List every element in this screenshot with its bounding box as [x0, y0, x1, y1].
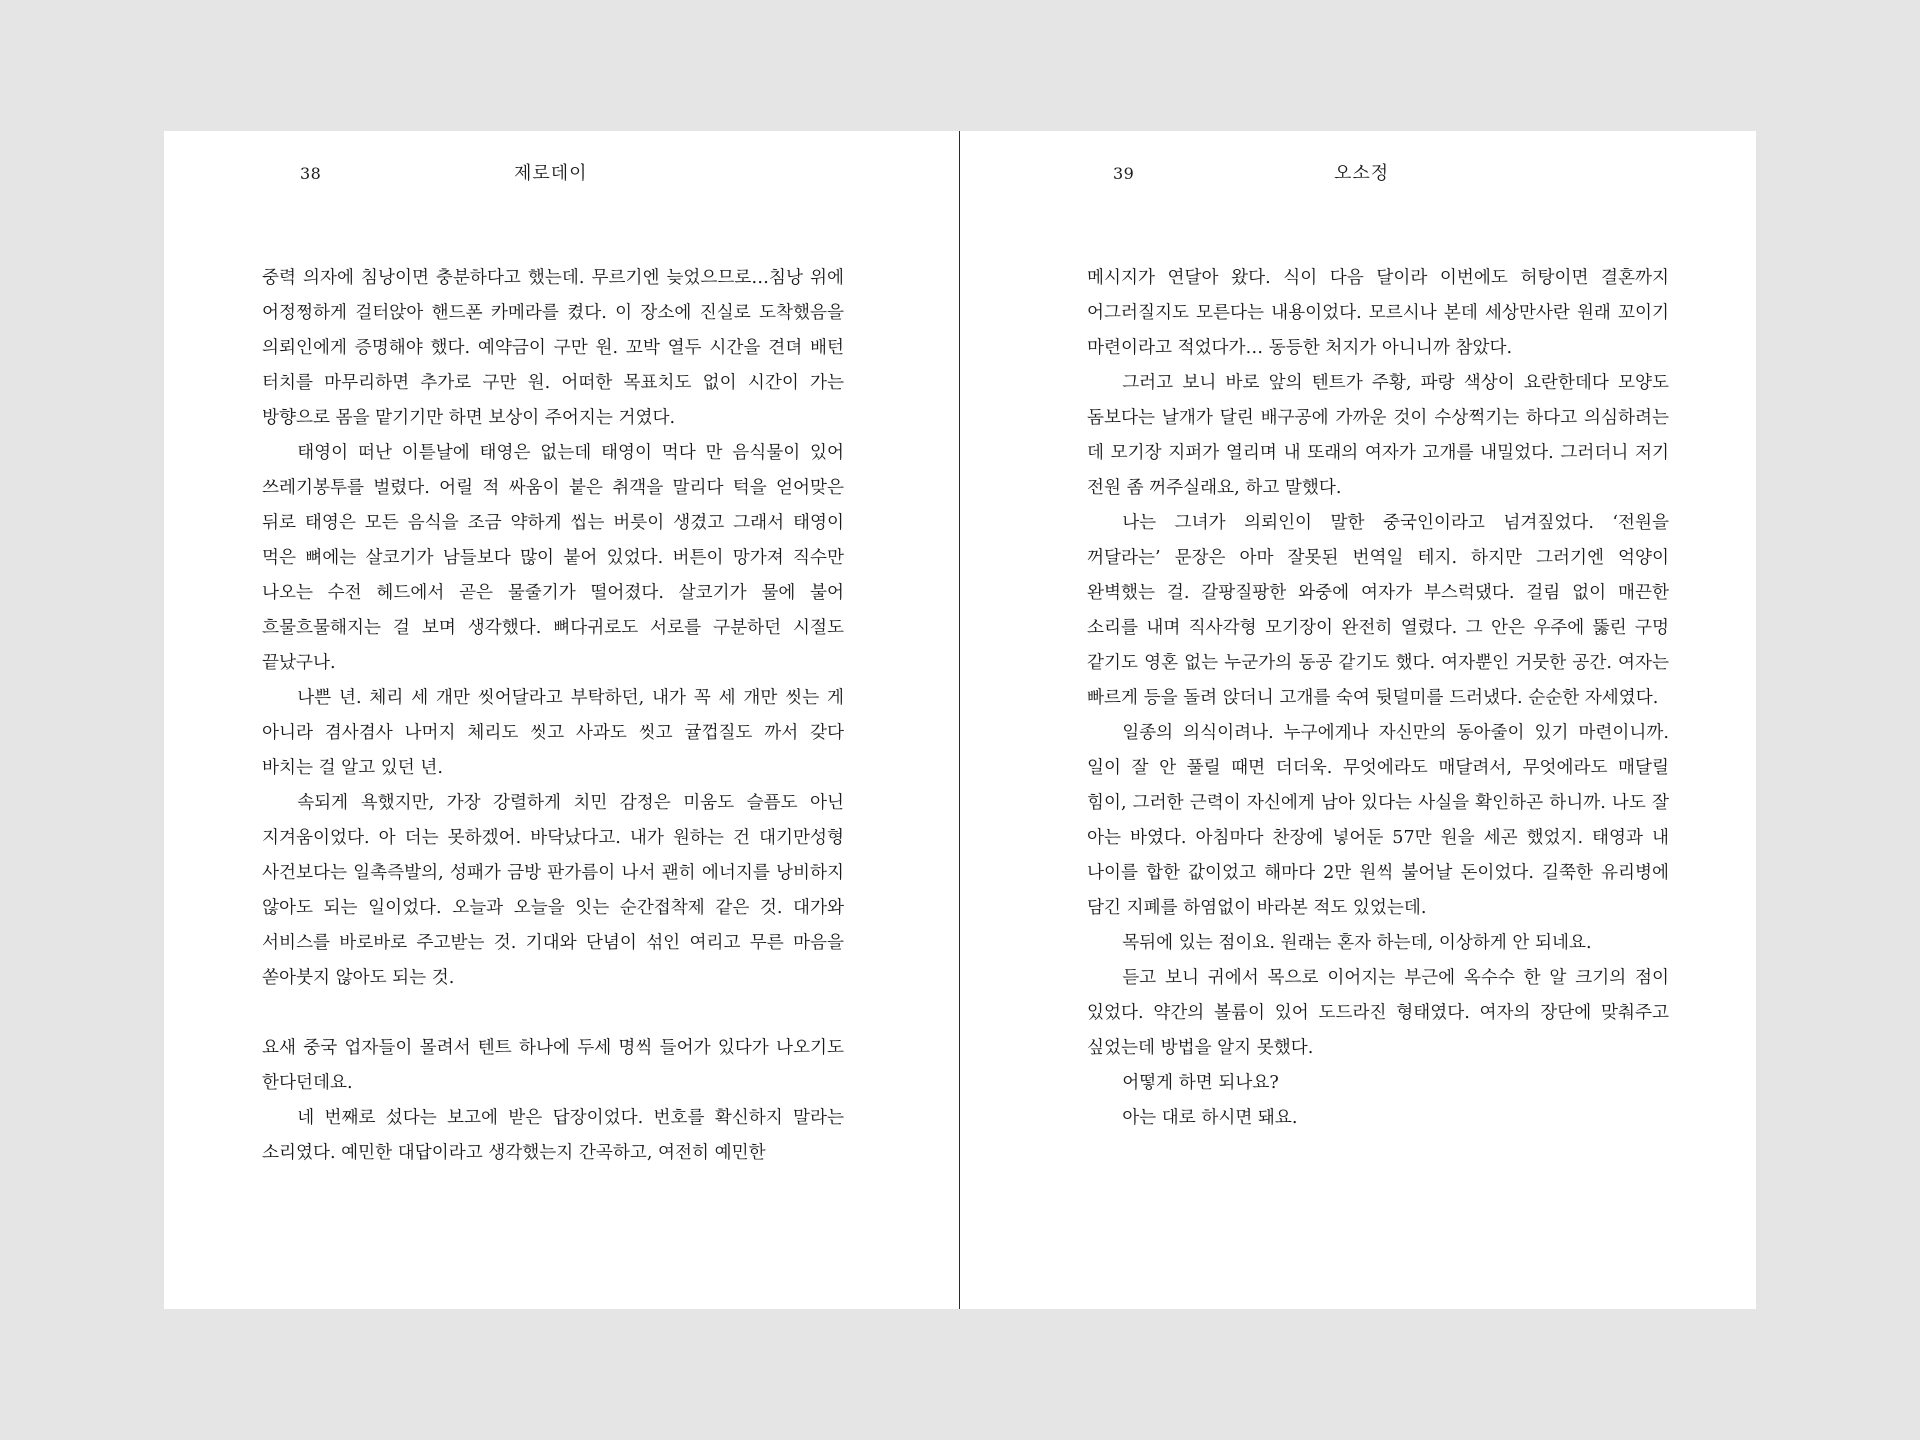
paragraph: 일종의 의식이려나. 누구에게나 자신만의 동아줄이 있기 마련이니까. 일이 잘 안 풀릴 때면 더더욱. 무엇에라도 매달려서, 무엇에라도 매달릴 힘이, 그러한 근력이 자신에게 남아 있다는 사실을 확인하곤 하니까. 나도 잘 아는 바였다. 아침마다 찬장에 넣어둔 57만 원을 세곤 했었지. 태영과 내 나이를 합한 값이었고 해마다 2만 원씩 불어날 돈이었다. 길쭉한 유리병에 담긴 지폐를 하염없이 바라본 적도 있었는데.	[1087, 723, 1669, 918]
running-head: 오소정	[1334, 163, 1390, 184]
paragraph: 메시지가 연달아 왔다. 식이 다음 달이라 이번에도 허탕이면 결혼까지 어그러질지도 모른다는 내용이었다. 모르시나 본데 세상만사란 원래 꼬이기 마련이라고 적었다가… 동등한 처지가 아니니까 참았다.	[1087, 268, 1669, 358]
paragraph: 네 번째로 섰다는 보고에 받은 답장이었다. 번호를 확신하지 말라는 소리였다. 예민한 대답이라고 생각했는지 간곡하고, 여전히 예민한	[262, 1108, 844, 1163]
paragraph: 그러고 보니 바로 앞의 텐트가 주황, 파랑 색상이 요란한데다 모양도 돔보다는 날개가 달린 배구공에 가까운 것이 수상쩍기는 하다고 의심하려는 데 모기장 지퍼가 열리며 내 또래의 여자가 고개를 내밀었다. 그러더니 저기 전원 좀 꺼주실래요, 하고 말했다.	[1087, 373, 1669, 498]
paragraph: 나는 그녀가 의뢰인이 말한 중국인이라고 넘겨짚었다. ‘전원을 꺼달라는’ 문장은 아마 잘못된 번역일 테지. 하지만 그러기엔 억양이 완벽했는 걸. 갈팡질팡한 와중에 여자가 부스럭댔다. 걸림 없이 매끈한 소리를 내며 직사각형 모기장이 완전히 열렸다. 그 안은 우주에 뚫린 구멍 같기도 영혼 없는 누군가의 동공 같기도 했다. 여자뿐인 거뭇한 공간. 여자는 빠르게 등을 돌려 앉더니 고개를 숙여 뒷덜미를 드러냈다. 순순한 자세였다.	[1087, 513, 1669, 708]
page-number: 39	[1113, 164, 1135, 183]
section-break	[262, 996, 844, 1031]
paragraph: 태영이 떠난 이튿날에 태영은 없는데 태영이 먹다 만 음식물이 있어 쓰레기봉투를 벌렸다. 어릴 적 싸움이 붙은 취객을 말리다 턱을 얻어맞은 뒤로 태영은 모든 음식을 조금 약하게 씹는 버릇이 생겼고 그래서 태영이 먹은 뼈에는 살코기가 남들보다 많이 붙어 있었다. 버튼이 망가져 직수만 나오는 수전 헤드에서 곧은 물줄기가 떨어졌다. 살코기가 물에 불어 흐물흐물해지는 걸 보며 생각했다. 뼈다귀로도 서로를 구분하던 시절도 끝났구나.	[262, 443, 844, 673]
paragraph: 속되게 욕했지만, 가장 강렬하게 치민 감정은 미움도 슬픔도 아닌 지겨움이었다. 아 더는 못하겠어. 바닥났다고. 내가 원하는 건 대기만성형 사건보다는 일촉즉발의, 성패가 금방 판가름이 나서 괜히 에너지를 낭비하지 않아도 되는 일이었다. 오늘과 오늘을 잇는 순간접착제 같은 것. 대가와 서비스를 바로바로 주고받는 것. 기대와 단념이 섞인 여리고 무른 마음을 쏟아붓지 않아도 되는 것.	[262, 793, 844, 988]
running-head: 제로데이	[514, 163, 588, 184]
body-text	[262, 261, 844, 1171]
left-page	[164, 131, 960, 1309]
right-page	[960, 131, 1756, 1309]
paragraph: 요새 중국 업자들이 몰려서 텐트 하나에 두세 명씩 들어가 있다가 나오기도 한다던데요.	[262, 1038, 844, 1093]
book-spread	[164, 131, 1756, 1309]
paragraph: 목뒤에 있는 점이요. 원래는 혼자 하는데, 이상하게 안 되네요.	[1122, 933, 1592, 953]
paragraph: 아는 대로 하시면 돼요.	[1122, 1108, 1298, 1128]
paragraph: 어떻게 하면 되나요?	[1122, 1073, 1279, 1093]
page-number: 38	[300, 164, 322, 183]
paragraph: 중력 의자에 침낭이면 충분하다고 했는데. 무르기엔 늦었으므로…침낭 위에 어정쩡하게 걸터앉아 핸드폰 카메라를 켰다. 이 장소에 진실로 도착했음을 의뢰인에게 증명해야 했다. 예약금이 구만 원. 꼬박 열두 시간을 견뎌 배턴 터치를 마무리하면 추가로 구만 원. 어떠한 목표치도 없이 시간이 가는 방향으로 몸을 맡기기만 하면 보상이 주어지는 거였다.	[262, 268, 844, 428]
paragraph: 나쁜 년. 체리 세 개만 씻어달라고 부탁하던, 내가 꼭 세 개만 씻는 게 아니라 겸사겸사 나머지 체리도 씻고 사과도 씻고 귤껍질도 까서 갖다 바치는 걸 알고 있던 년.	[262, 688, 844, 778]
paragraph: 듣고 보니 귀에서 목으로 이어지는 부근에 옥수수 한 알 크기의 점이 있었다. 약간의 볼륨이 있어 도드라진 형태였다. 여자의 장단에 맞춰주고 싶었는데 방법을 알지 못했다.	[1087, 968, 1669, 1058]
body-text	[1087, 261, 1669, 1136]
